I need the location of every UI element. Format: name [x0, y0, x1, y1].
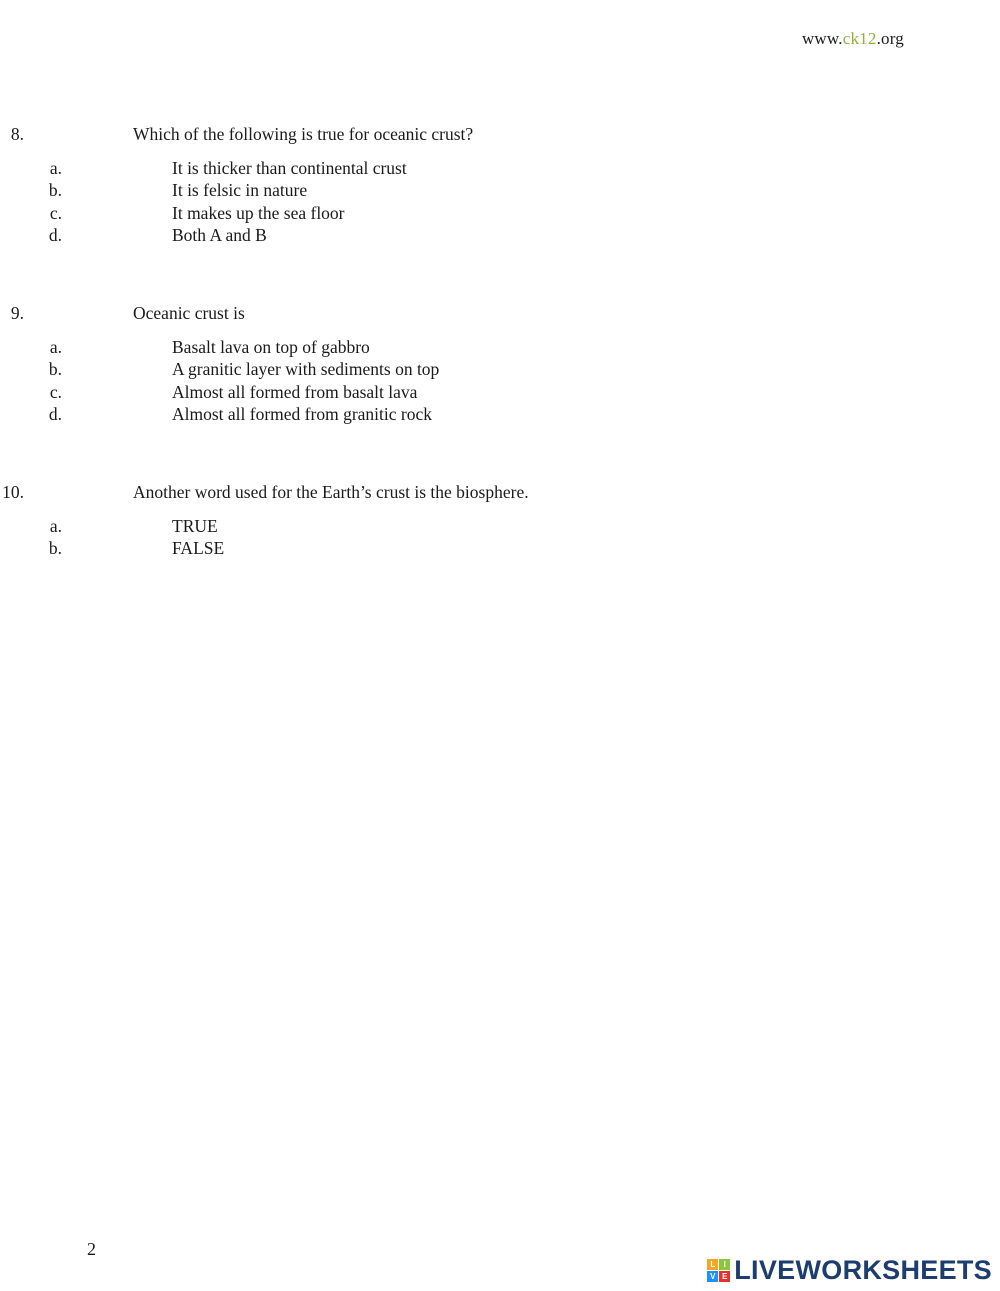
logo-tile-i: I — [719, 1259, 730, 1270]
question-text: Which of the following is true for oceanic crust? — [133, 124, 474, 144]
option-letter: b. — [48, 180, 62, 201]
option-letter: a. — [49, 516, 62, 536]
question-number: 10. — [2, 482, 24, 502]
option-text: It makes up the sea floor — [172, 202, 345, 223]
liveworksheets-logo-icon — [707, 1259, 730, 1282]
answer-option[interactable] — [0, 157, 900, 179]
logo-tile-l: L — [707, 1259, 718, 1270]
question-text: Another word used for the Earth’s crust is the biosphere. — [133, 482, 529, 502]
answer-options — [0, 157, 900, 246]
logo-tile-e: E — [719, 1271, 730, 1282]
question-8 — [0, 123, 900, 246]
option-text: It is felsic in nature — [172, 180, 308, 201]
option-letter: d. — [48, 224, 62, 245]
liveworksheets-brand[interactable] — [707, 1255, 992, 1285]
logo-tile-v: V — [707, 1271, 718, 1282]
option-letter: c. — [49, 381, 62, 402]
url-suffix: .org — [876, 29, 904, 48]
answer-option[interactable] — [0, 179, 900, 201]
url-prefix: www. — [801, 29, 843, 48]
option-text: Both A and B — [172, 224, 267, 245]
option-letter: c. — [49, 202, 62, 223]
answer-option[interactable] — [0, 403, 900, 425]
option-letter: a. — [49, 158, 62, 178]
option-text: It is thicker than continental crust — [172, 158, 407, 178]
page-number: 2 — [87, 1239, 96, 1259]
question-9 — [0, 302, 900, 425]
answer-option[interactable] — [0, 381, 900, 403]
option-letter: b. — [48, 359, 62, 380]
answer-option[interactable] — [0, 336, 900, 358]
option-text: TRUE — [172, 516, 218, 536]
option-text: Almost all formed from basalt lava — [172, 381, 418, 402]
option-text: A granitic layer with sediments on top — [172, 359, 440, 380]
option-text: Basalt lava on top of gabbro — [172, 337, 370, 357]
option-letter: b. — [48, 538, 62, 559]
answer-option[interactable] — [0, 224, 900, 246]
question-stem — [0, 123, 900, 145]
url-brand: ck12 — [842, 29, 877, 48]
question-stem — [0, 302, 900, 324]
answer-option[interactable] — [0, 202, 900, 224]
question-text: Oceanic crust is — [133, 303, 245, 323]
answer-option[interactable] — [0, 358, 900, 380]
answer-options — [0, 336, 900, 425]
question-number: 9. — [10, 303, 24, 323]
question-stem — [0, 481, 900, 503]
brand-wordmark: LIVEWORKSHEETS — [734, 1254, 992, 1285]
option-text: FALSE — [172, 538, 225, 559]
answer-options — [0, 515, 900, 560]
option-text: Almost all formed from granitic rock — [172, 403, 432, 424]
option-letter: d. — [48, 403, 62, 424]
source-url — [802, 29, 904, 49]
question-10 — [0, 481, 900, 560]
question-number: 8. — [10, 124, 24, 144]
answer-option[interactable] — [0, 515, 900, 537]
option-letter: a. — [49, 337, 62, 357]
answer-option[interactable] — [0, 537, 900, 559]
